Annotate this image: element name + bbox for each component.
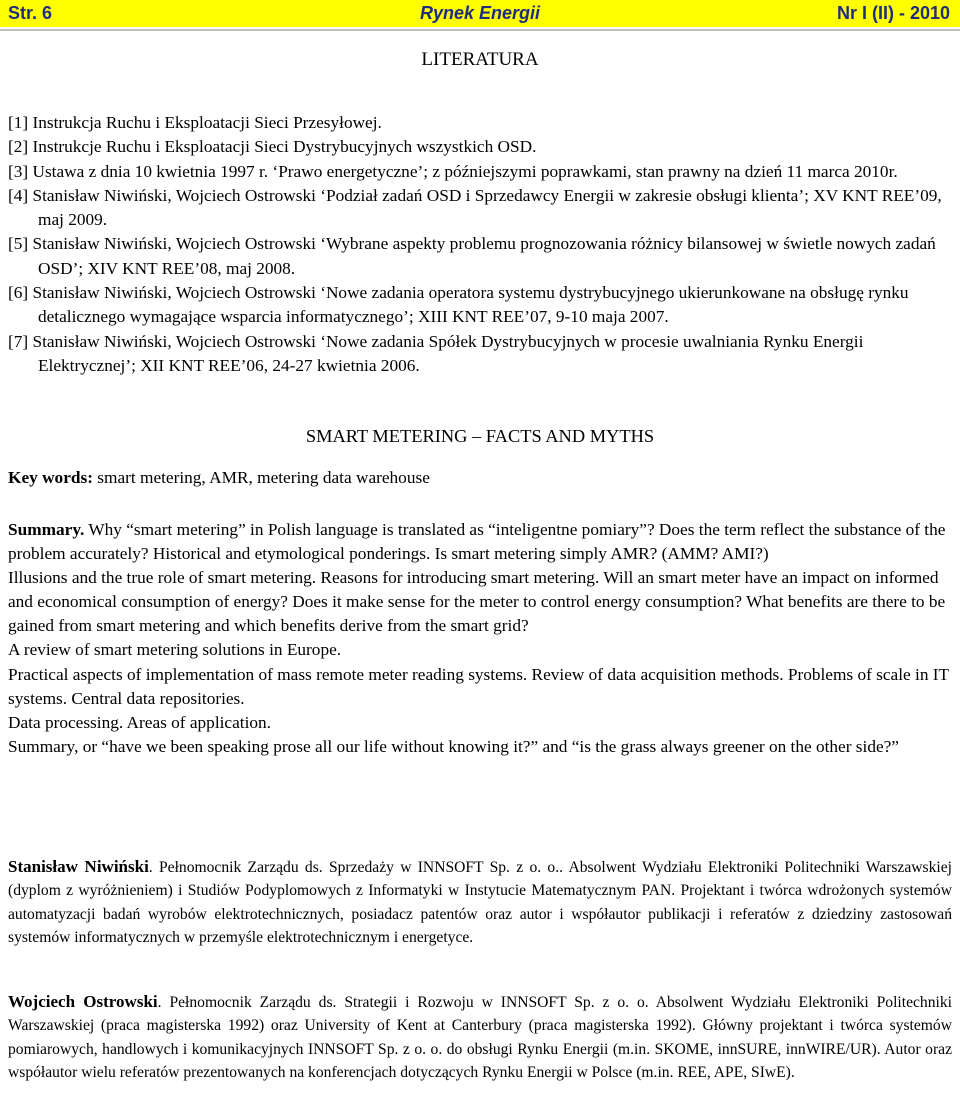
summary-paragraph: Data processing. Areas of application.	[8, 712, 271, 732]
reference-list	[8, 111, 952, 378]
literature-heading: LITERATURA	[421, 49, 539, 70]
header-divider	[0, 29, 960, 31]
keywords-text: smart metering, AMR, metering data warehouse	[92, 468, 430, 487]
summary-paragraph: Practical aspects of implementation of mass remote meter reading systems. Review of data acquisition methods. Problems of scale in IT systems. Central data repositories.	[8, 664, 949, 708]
reference-item: [4] Stanisław Niwiński, Wojciech Ostrowski ‘Podział zadań OSD i Sprzedawcy Energii w zakresie obsługi klienta’; XV KNT REE’09, maj 2009.	[8, 185, 942, 230]
reference-item: [1] Instrukcja Ruchu i Eksploatacji Sieci Przesyłowej.	[8, 113, 382, 132]
reference-item: [2] Instrukcje Ruchu i Eksploatacji Sieci Dystrybucyjnych wszystkich OSD.	[8, 137, 537, 157]
author-bio	[8, 855, 952, 949]
summary-block	[8, 518, 952, 759]
summary-paragraph: A review of smart metering solutions in Europe.	[8, 640, 342, 660]
summary-label: Summary.	[8, 520, 85, 539]
running-header	[0, 0, 960, 27]
summary-paragraph: Illusions and the true role of smart metering. Reasons for introducing smart metering. Will an smart meter have an impact on informed and economical consumption of energy? Does it make sense for the meter to control energy consumption? What benefits are there to be gained from smart metering and which benefits derive from the smart grid?	[8, 568, 946, 636]
reference-item: [6] Stanisław Niwiński, Wojciech Ostrowski ‘Nowe zadania operatora systemu dystrybucyjnego ukierunkowane na obsługę rynku detalicznego wymagające wsparcia informatycznego’; XIII KNT REE’07, 9-10 maja 2007.	[8, 283, 909, 327]
reference-item: [3] Ustawa z dnia 10 kwietnia 1997 r. ‘Prawo energetyczne’; z późniejszymi poprawkami, stan prawny na dzień 11 marca 2010r.	[8, 161, 898, 181]
author-name: Wojciech Ostrowski	[8, 992, 158, 1011]
author-bio-text: . Pełnomocnik Zarządu ds. Strategii i Rozwoju w INNSOFT Sp. z o. o. Absolwent Wydziału Elektroniki Politechniki Warszawskiej (praca magisterska 1992) oraz University of Kent at Canterbury (praca magisterska 1992). Główny projektant i twórca systemów pomiarowych, handlowych i komunikacyjnych INNSOFT Sp. z o. o. do obsługi Rynku Energii (m.in. SKOME, innSURE, innWIRE/UR). Autor oraz współautor wielu referatów prezentowanych na konferencjach dotyczących Rynku Energii w Polsce (m.in. REE, APE, SIwE).	[8, 994, 952, 1081]
reference-item: [5] Stanisław Niwiński, Wojciech Ostrowski ‘Wybrane aspekty problemu prognozowania różnicy bilansowej w świetle nowych zadań OSD’; XIV KNT REE’08, maj 2008.	[8, 234, 936, 278]
keywords-line	[8, 468, 430, 488]
summary-paragraph: Summary. Why “smart metering” in Polish language is translated as “inteligentne pomiary”? Does the term reflect the substance of the problem accurately? Historical and etymological ponderings. Is smart metering simply AMR? (AMM? AMI?)	[8, 520, 946, 564]
reference-item: [7] Stanisław Niwiński, Wojciech Ostrowski ‘Nowe zadania Spółek Dystrybucyjnych w procesie uwalniania Rynku Energii Elektrycznej’; XII KNT REE’06, 24-27 kwietnia 2006.	[8, 331, 864, 375]
keywords-label: Key words:	[8, 468, 93, 487]
english-title: SMART METERING – FACTS AND MYTHS	[305, 426, 655, 446]
page-number: Str. 6	[8, 3, 53, 23]
issue-number: Nr I (II) - 2010	[836, 3, 950, 23]
author-bio	[8, 990, 952, 1084]
summary-paragraph: Summary, or “have we been speaking prose all our life without knowing it?” and “is the grass always greener on the other side?”	[8, 736, 899, 756]
author-name: Stanisław Niwiński	[8, 857, 149, 876]
author-bio-text: . Pełnomocnik Zarządu ds. Sprzedaży w INNSOFT Sp. z o. o.. Absolwent Wydziału Elektroniki Politechniki Warszawskiej (dyplom z wyróżnieniem) i Studiów Podyplomowych z Informatyki w Instytucie Matematycznym PAN. Projektant i twórca wdrożonych systemów automatyzacji badań wyrobów elektrotechnicznych, posiadacz patentów oraz autor i współautor publikacji i referatów z dziedziny zastosowań systemów informatycznych w przemyśle elektrotechnicznym i energetyce.	[8, 859, 952, 946]
journal-name: Rynek Energii	[419, 3, 541, 23]
